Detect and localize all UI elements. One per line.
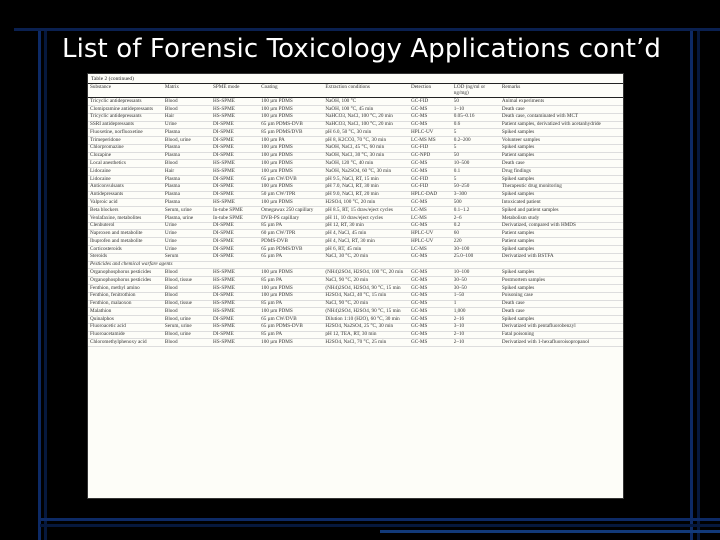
table-cell: Blood, urine bbox=[163, 316, 211, 324]
table-cell: HS-SPME bbox=[211, 199, 259, 207]
table-cell: pH 4, NaCl, RT, 30 min bbox=[323, 238, 409, 246]
table-cell: GC-MS bbox=[409, 105, 452, 113]
table-cell: Fluoroacetamide bbox=[88, 331, 163, 339]
table-cell: Blood bbox=[163, 160, 211, 168]
table-cell: pH 4, NaCl, 45 min bbox=[323, 230, 409, 238]
table-cell: NaOH, NaCl, 45 °C, 60 min bbox=[323, 144, 409, 152]
table-cell: NaOH, 100 °C bbox=[323, 98, 409, 106]
table-cell: NaOH, Na2SO4, 60 °C, 30 min bbox=[323, 168, 409, 176]
table-row bbox=[88, 238, 623, 246]
table-cell: 85 µm PA bbox=[259, 222, 323, 230]
table-cell: pH 8, K2CO3, 70 °C, 30 min bbox=[323, 137, 409, 145]
table-row bbox=[88, 300, 623, 308]
table-cell: Plasma bbox=[163, 183, 211, 191]
table-row bbox=[88, 207, 623, 215]
table-cell: H2SO4, 100 °C, 20 min bbox=[323, 199, 409, 207]
table-cell: GC-MS bbox=[409, 277, 452, 285]
table-cell: Antidepressants bbox=[88, 191, 163, 199]
frame-line-left-inner bbox=[44, 28, 47, 540]
table-cell: 100 µm PDMS bbox=[259, 308, 323, 316]
table-cell: Derivatized, compared with HMDS bbox=[500, 222, 623, 230]
table-cell: Urine bbox=[163, 230, 211, 238]
table-cell: Lidocaine bbox=[88, 176, 163, 184]
table-cell: HPLC-UV bbox=[409, 230, 452, 238]
table-cell: Ibuprofen and metabolite bbox=[88, 238, 163, 246]
table-cell: HS-SPME bbox=[211, 113, 259, 121]
table-cell: Intoxicated patient bbox=[500, 199, 623, 207]
table-cell: 50 bbox=[452, 152, 500, 160]
table-cell: 2–10 bbox=[452, 339, 500, 347]
table-cell: DI-SPME bbox=[211, 222, 259, 230]
table-cell: 100 µm PDMS bbox=[259, 183, 323, 191]
table-cell: Blood bbox=[163, 105, 211, 113]
table-cell: HS-SPME bbox=[211, 168, 259, 176]
table-cell: Anticonvulsants bbox=[88, 183, 163, 191]
table-cell: Metabolism study bbox=[500, 214, 623, 222]
column-header: SPME mode bbox=[211, 84, 259, 98]
table-cell: HS-SPME bbox=[211, 98, 259, 106]
table-cell: PDMS-DVB bbox=[259, 238, 323, 246]
table-cell: 65 µm CW/DVB bbox=[259, 176, 323, 184]
table-cell: NaCl, 90 °C, 20 min bbox=[323, 300, 409, 308]
table-cell: Urine bbox=[163, 238, 211, 246]
table-cell: GC-MS bbox=[409, 113, 452, 121]
table-cell: Derivatized with 1-hexafluoroisopropanol bbox=[500, 339, 623, 347]
table-row bbox=[88, 191, 623, 199]
table-cell: Beta blockers bbox=[88, 207, 163, 215]
table-cell: 100 µm PDMS bbox=[259, 269, 323, 277]
table-cell: 2–16 bbox=[452, 316, 500, 324]
table-cell: 0.1–1.2 bbox=[452, 207, 500, 215]
column-header: LOD (ng/ml or ng/mg) bbox=[452, 84, 500, 98]
table-cell: Spiked samples bbox=[500, 269, 623, 277]
table-cell: Fatal poisoning bbox=[500, 331, 623, 339]
table-cell: 100 µm PDMS bbox=[259, 284, 323, 292]
table-cell: GC-MS bbox=[409, 199, 452, 207]
table-cell: 10–500 bbox=[452, 160, 500, 168]
table-cell: 100 µm PDMS bbox=[259, 292, 323, 300]
table-cell: GC-MS bbox=[409, 300, 452, 308]
table-cell: Blood bbox=[163, 339, 211, 347]
table-cell: DI-SPME bbox=[211, 253, 259, 261]
table-cell: Spiked and patient samples bbox=[500, 207, 623, 215]
table-cell: Blood, urine bbox=[163, 331, 211, 339]
table-row bbox=[88, 144, 623, 152]
table-cell: NaOH, NaCl, 30 °C, 30 min bbox=[323, 152, 409, 160]
table-cell: DI-SPME bbox=[211, 238, 259, 246]
table-cell: GC-MS bbox=[409, 339, 452, 347]
table-cell: Blood bbox=[163, 98, 211, 106]
table-cell: 50–250 bbox=[452, 183, 500, 191]
table-cell: Fenthion, fenitrothion bbox=[88, 292, 163, 300]
table-cell: Fluoroacetic acid bbox=[88, 323, 163, 331]
table-cell: (NH4)2SO4, H2SO4, 100 °C, 20 min bbox=[323, 269, 409, 277]
table-cell: Blood bbox=[163, 284, 211, 292]
table-cell: GC-NPD bbox=[409, 152, 452, 160]
table-cell: 100 µm PDMS bbox=[259, 199, 323, 207]
table-cell: DI-SPME bbox=[211, 129, 259, 137]
table-cell: 1,000 bbox=[452, 308, 500, 316]
table-row bbox=[88, 277, 623, 285]
table-cell: DI-SPME bbox=[211, 230, 259, 238]
table-cell: 30–100 bbox=[452, 246, 500, 254]
table-cell: HS-SPME bbox=[211, 277, 259, 285]
table-cell: Serum, urine bbox=[163, 323, 211, 331]
table-cell: pH 12, RT, 30 min bbox=[323, 222, 409, 230]
table-cell: 30–50 bbox=[452, 277, 500, 285]
table-cell: pH 11, 10 draw/eject cycles bbox=[323, 214, 409, 222]
table-cell: 0.2–200 bbox=[452, 137, 500, 145]
table-cell: 50 bbox=[452, 98, 500, 106]
table-cell: Tricyclic antidepressants bbox=[88, 98, 163, 106]
table-cell: pH 9.0, NaCl, RT, 20 min bbox=[323, 191, 409, 199]
table-cell: 85 µm PA bbox=[259, 277, 323, 285]
table-cell: 65 µm PDMS-DVB bbox=[259, 121, 323, 129]
table-cell: GC-MS bbox=[409, 292, 452, 300]
table-row bbox=[88, 339, 623, 347]
table-row bbox=[88, 121, 623, 129]
table-cell: Urine bbox=[163, 246, 211, 254]
table-cell: Plasma bbox=[163, 144, 211, 152]
table-cell: HS-SPME bbox=[211, 323, 259, 331]
table-cell: Lidocaine bbox=[88, 168, 163, 176]
table-cell: 65 µm CW/DVB bbox=[259, 316, 323, 324]
column-header: Remarks bbox=[500, 84, 623, 98]
table-cell: Postmortem samples bbox=[500, 277, 623, 285]
table-cell: Omegawax 250 capillary bbox=[259, 207, 323, 215]
table-cell: 65 µm PA bbox=[259, 253, 323, 261]
table-cell: Blood, tissue bbox=[163, 300, 211, 308]
table-row bbox=[88, 183, 623, 191]
table-cell: DI-SPME bbox=[211, 331, 259, 339]
table-cell: 5 bbox=[452, 144, 500, 152]
column-header: Detection bbox=[409, 84, 452, 98]
table-cell: 5 bbox=[452, 176, 500, 184]
table-cell: Derivatized with BSTFA bbox=[500, 253, 623, 261]
column-header: Extraction conditions bbox=[323, 84, 409, 98]
table-cell: GC-FID bbox=[409, 176, 452, 184]
table-cell: Trimeperidone bbox=[88, 137, 163, 145]
frame-line-bottom-inner bbox=[40, 524, 720, 527]
table-cell: GC-MS bbox=[409, 284, 452, 292]
table-cell: Quinalphos bbox=[88, 316, 163, 324]
table-cell: Death case, contaminated with MCT bbox=[500, 113, 623, 121]
table-cell: Plasma bbox=[163, 176, 211, 184]
table-cell: Blood, urine bbox=[163, 137, 211, 145]
table-row bbox=[88, 176, 623, 184]
table-row bbox=[88, 168, 623, 176]
table-cell: pH 8.5, RT, 15 draw/eject cycles bbox=[323, 207, 409, 215]
table-cell: Spiked samples bbox=[500, 284, 623, 292]
table-cell: LC-MS MS bbox=[409, 137, 452, 145]
table-cell: Drug findings bbox=[500, 168, 623, 176]
table-cell: Fenthion, malaoxon bbox=[88, 300, 163, 308]
table-cell: DI-SPME bbox=[211, 183, 259, 191]
table-cell: 2–10 bbox=[452, 331, 500, 339]
table-cell: 100 µm PDMS bbox=[259, 339, 323, 347]
table-row bbox=[88, 323, 623, 331]
table-cell: pH 6.0, 50 °C, 30 min bbox=[323, 129, 409, 137]
table-cell: GC-FID bbox=[409, 183, 452, 191]
table-cell: H2SO4, Na2SO4, 25 °C, 30 min bbox=[323, 323, 409, 331]
table-cell: DI-SPME bbox=[211, 246, 259, 254]
table-row bbox=[88, 98, 623, 106]
table-cell: GC-MS bbox=[409, 121, 452, 129]
table-cell: Blood bbox=[163, 269, 211, 277]
table-cell: Spiked samples bbox=[500, 246, 623, 254]
table-cell: 10–100 bbox=[452, 269, 500, 277]
table-cell: Urine bbox=[163, 222, 211, 230]
table-cell: HS-SPME bbox=[211, 284, 259, 292]
table-cell: Spiked samples bbox=[500, 191, 623, 199]
table-cell: 85 µm PDMS/DVB bbox=[259, 129, 323, 137]
table-cell: Death case bbox=[500, 160, 623, 168]
table-cell: (NH4)2SO4, H2SO4, 90 °C, 15 min bbox=[323, 308, 409, 316]
table-cell: H2SO4, NaCl, 70 °C, 25 min bbox=[323, 339, 409, 347]
table-cell: In-tube SPME bbox=[211, 214, 259, 222]
table-cell: LC-MS bbox=[409, 207, 452, 215]
table-cell: H2SO4, NaCl, 40 °C, 15 min bbox=[323, 292, 409, 300]
table-cell: Chlorpromazine bbox=[88, 144, 163, 152]
table-cell: 60 bbox=[452, 230, 500, 238]
table-row bbox=[88, 152, 623, 160]
table-cell: Therapeutic drug monitoring bbox=[500, 183, 623, 191]
table-cell: Dilution 1:10 (H2O), 60 °C, 30 min bbox=[323, 316, 409, 324]
table-cell: Death case bbox=[500, 105, 623, 113]
table-row bbox=[88, 214, 623, 222]
table-cell: HPLC-UV bbox=[409, 238, 452, 246]
column-header: Coating bbox=[259, 84, 323, 98]
table-cell: Blood, tissue bbox=[163, 277, 211, 285]
table-cell: Patient samples bbox=[500, 230, 623, 238]
table-cell: GC-MS bbox=[409, 269, 452, 277]
table-cell: Death case bbox=[500, 300, 623, 308]
table-cell: Plasma bbox=[163, 199, 211, 207]
table-caption: Table 2 (continued) bbox=[91, 76, 134, 82]
table-cell: Volunteer samples bbox=[500, 137, 623, 145]
table-cell: 2–6 bbox=[452, 214, 500, 222]
table-row bbox=[88, 199, 623, 207]
table-cell: Chloromethylphenoxy acid bbox=[88, 339, 163, 347]
table-cell: NaCl, 90 °C, 20 min bbox=[323, 277, 409, 285]
table-cell: Plasma bbox=[163, 152, 211, 160]
table-cell: Spiked samples bbox=[500, 176, 623, 184]
table-cell: Spiked samples bbox=[500, 144, 623, 152]
table-cell: 100 µm PDMS bbox=[259, 144, 323, 152]
table-cell: GC-FID bbox=[409, 98, 452, 106]
table-cell: Clozapine bbox=[88, 152, 163, 160]
table-row bbox=[88, 292, 623, 300]
table-cell: 0.2 bbox=[452, 222, 500, 230]
table-cell: Malathion bbox=[88, 308, 163, 316]
column-header: Substance bbox=[88, 84, 163, 98]
table-cell: DI-SPME bbox=[211, 137, 259, 145]
table-cell: HPLC-UV bbox=[409, 129, 452, 137]
table-row bbox=[88, 261, 623, 269]
table-cell: Spiked samples bbox=[500, 129, 623, 137]
table-cell: 0.1 bbox=[452, 168, 500, 176]
table-cell: SSRI antidepressants bbox=[88, 121, 163, 129]
table-scan bbox=[88, 74, 623, 498]
table-cell: GC-MS bbox=[409, 316, 452, 324]
table-cell: Spiked samples bbox=[500, 316, 623, 324]
table-cell: Pesticides and chemical warfare agents bbox=[88, 261, 623, 269]
table-cell: Fluoxetine, norfluoxetine bbox=[88, 129, 163, 137]
table-cell: GC-MS bbox=[409, 160, 452, 168]
table-row bbox=[88, 269, 623, 277]
table-cell: Patient samples, derivatized with acetanhydride bbox=[500, 121, 623, 129]
table-cell: DVB-PS capillary bbox=[259, 214, 323, 222]
table-cell: GC-MS bbox=[409, 222, 452, 230]
table-cell: Animal experiments bbox=[500, 98, 623, 106]
table-header-row bbox=[88, 84, 623, 98]
frame-line-right bbox=[690, 28, 693, 540]
table-row bbox=[88, 253, 623, 261]
table-cell: NaOH, 120 °C, 40 min bbox=[323, 160, 409, 168]
table-cell: 1 bbox=[452, 300, 500, 308]
frame-line-top bbox=[14, 28, 720, 31]
table-cell: GC-MS bbox=[409, 323, 452, 331]
table-cell: LC-MS bbox=[409, 246, 452, 254]
table-cell: DI-SPME bbox=[211, 152, 259, 160]
table-cell: Urine bbox=[163, 121, 211, 129]
table-cell: HS-SPME bbox=[211, 300, 259, 308]
table-cell: Steroids bbox=[88, 253, 163, 261]
table-cell: DI-SPME bbox=[211, 144, 259, 152]
table-cell: 1–50 bbox=[452, 292, 500, 300]
table-cell: NaHCO3, NaCl, 100 °C, 20 min bbox=[323, 113, 409, 121]
frame-line-bottom bbox=[40, 518, 720, 521]
table-cell: Plasma bbox=[163, 191, 211, 199]
table-cell: 0.05–0.16 bbox=[452, 113, 500, 121]
table-cell: HS-SPME bbox=[211, 339, 259, 347]
table-cell: GC-MS bbox=[409, 168, 452, 176]
table-cell: 1–10 bbox=[452, 105, 500, 113]
table-cell: 5 bbox=[452, 129, 500, 137]
table-cell: Blood bbox=[163, 308, 211, 316]
table-cell: HS-SPME bbox=[211, 105, 259, 113]
table-cell: pH 9.5, NaCl, RT, 15 min bbox=[323, 176, 409, 184]
table-cell: 220 bbox=[452, 238, 500, 246]
table-cell: Naproxen and metabolite bbox=[88, 230, 163, 238]
table-cell: 60 µm CW/TPR bbox=[259, 230, 323, 238]
table-cell: HS-SPME bbox=[211, 160, 259, 168]
table-cell: Tricyclic antidepressants bbox=[88, 113, 163, 121]
table-cell: DI-SPME bbox=[211, 176, 259, 184]
table-cell: 50 µm CW/TPR bbox=[259, 191, 323, 199]
table-cell: 500 bbox=[452, 199, 500, 207]
table-cell: 3–300 bbox=[452, 191, 500, 199]
table-cell: HS-SPME bbox=[211, 269, 259, 277]
table-cell: 85 µm PA bbox=[259, 331, 323, 339]
table-cell: NaOH, 100 °C, 45 min bbox=[323, 105, 409, 113]
table-cell: Valproic acid bbox=[88, 199, 163, 207]
table-cell: DI-SPME bbox=[211, 191, 259, 199]
column-header: Matrix bbox=[163, 84, 211, 98]
frame-line-left bbox=[38, 28, 41, 540]
table-cell: Poisoning case bbox=[500, 292, 623, 300]
table-cell: pH 7.0, NaCl, RT, 30 min bbox=[323, 183, 409, 191]
table-cell: 65 µm PDMS/DVB bbox=[259, 246, 323, 254]
table-cell: Clenbuterol bbox=[88, 222, 163, 230]
table-cell: In-tube SPME bbox=[211, 207, 259, 215]
table-cell: Serum, urine bbox=[163, 207, 211, 215]
table-cell: DI-SPME bbox=[211, 121, 259, 129]
table-cell: 25.0–100 bbox=[452, 253, 500, 261]
table-cell: 65 µm PDMS-DVB bbox=[259, 323, 323, 331]
table-cell: Hair bbox=[163, 113, 211, 121]
table-cell: Local anesthetics bbox=[88, 160, 163, 168]
table-row bbox=[88, 160, 623, 168]
table-row bbox=[88, 113, 623, 121]
table-cell: Clomipramine antidepressants bbox=[88, 105, 163, 113]
table-cell: Hair bbox=[163, 168, 211, 176]
table-row bbox=[88, 222, 623, 230]
table-row bbox=[88, 308, 623, 316]
table-cell: 85 µm PA bbox=[259, 300, 323, 308]
table-cell: GC-MS bbox=[409, 308, 452, 316]
table-cell: NaHCO3, NaCl, 100 °C, 20 min bbox=[323, 121, 409, 129]
table-cell: pH 6, RT, 45 min bbox=[323, 246, 409, 254]
table-row bbox=[88, 129, 623, 137]
table-cell: 100 µm PDMS bbox=[259, 168, 323, 176]
slide-title: List of Forensic Toxicology Applications cont’d bbox=[62, 34, 661, 64]
table-cell: 0.6 bbox=[452, 121, 500, 129]
data-table bbox=[88, 83, 623, 347]
table-cell: Plasma bbox=[163, 129, 211, 137]
table-cell: Plasma, urine bbox=[163, 214, 211, 222]
table-cell: 100 µm PDMS bbox=[259, 160, 323, 168]
table-row bbox=[88, 230, 623, 238]
frame-line-bottom-accent bbox=[380, 530, 720, 533]
table-cell: 100 µm PDMS bbox=[259, 152, 323, 160]
table-cell: Serum bbox=[163, 253, 211, 261]
table-cell: Death case bbox=[500, 308, 623, 316]
table-body bbox=[88, 98, 623, 347]
table-cell: Patient samples bbox=[500, 152, 623, 160]
table-cell: Patient samples bbox=[500, 238, 623, 246]
table-cell: DI-SPME bbox=[211, 316, 259, 324]
table-row bbox=[88, 331, 623, 339]
table-cell: Fenthion, methyl amino bbox=[88, 284, 163, 292]
table-cell: DI-SPME bbox=[211, 292, 259, 300]
frame-line-right-inner bbox=[697, 28, 700, 540]
table-cell: (NH4)2SO4, H2SO4, 90 °C, 15 min bbox=[323, 284, 409, 292]
table-cell: Organophosphorus pesticides bbox=[88, 277, 163, 285]
table-cell: Organophosphorus pesticides bbox=[88, 269, 163, 277]
table-cell: Derivatized with pentafluorobenzyl bbox=[500, 323, 623, 331]
table-cell: LC-MS bbox=[409, 214, 452, 222]
table-cell: 100 µm PA bbox=[259, 137, 323, 145]
table-cell: GC-FID bbox=[409, 144, 452, 152]
table-cell: 30–50 bbox=[452, 284, 500, 292]
table-cell: GC-MS bbox=[409, 331, 452, 339]
table-cell: GC-MS bbox=[409, 253, 452, 261]
table-cell: HPLC-DAD bbox=[409, 191, 452, 199]
table-cell: 3–10 bbox=[452, 323, 500, 331]
table-cell: NaCl, 30 °C, 20 min bbox=[323, 253, 409, 261]
table-cell: 100 µm PDMS bbox=[259, 98, 323, 106]
table-cell: Blood bbox=[163, 292, 211, 300]
table-cell: 100 µm PDMS bbox=[259, 113, 323, 121]
table-cell: 100 µm PDMS bbox=[259, 105, 323, 113]
table-cell: Venlafaxine, metabolites bbox=[88, 214, 163, 222]
table-cell: HS-SPME bbox=[211, 308, 259, 316]
table-cell: Corticosteroids bbox=[88, 246, 163, 254]
table-cell: pH 12, TEA, RT, 30 min bbox=[323, 331, 409, 339]
